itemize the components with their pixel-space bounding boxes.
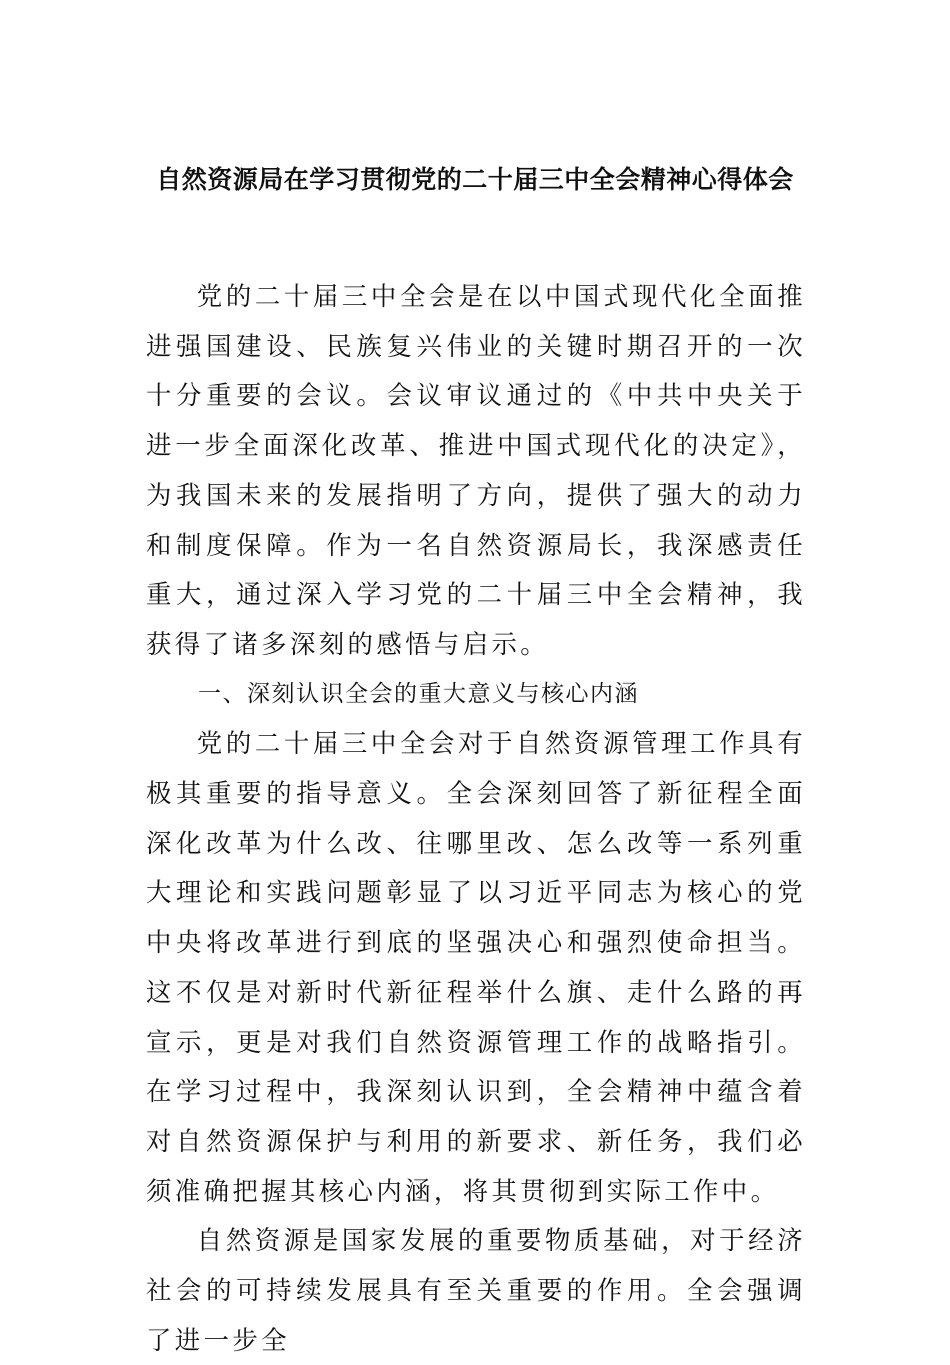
section-heading-1: 一、深刻认识全会的重大意义与核心内涵	[198, 680, 639, 707]
document-body	[146, 272, 806, 1365]
body-paragraph: 党的二十届三中全会对于自然资源管理工作具有极其重要的指导意义。全会深刻回答了新征程全面深化改革为什么改、往哪里改、怎么改等一系列重大理论和实践问题彰显了以习近平同志为核心的党中央将改革进行到底的坚强决心和强烈使命担当。这不仅是对新时代新征程举什么旗、走什么路的再宣示，更是对我们自然资源管理工作的战略指引。在学习过程中，我深刻认识到，全会精神中蕴含着对自然资源保护与利用的新要求、新任务，我们必须准确把握其核心内涵，将其贯彻到实际工作中。	[146, 728, 806, 1206]
body-paragraph: 自然资源是国家发展的重要物质基础，对于经济社会的可持续发展具有至关重要的作用。全会强调了进一步全	[146, 1225, 806, 1355]
intro-paragraph: 党的二十届三中全会是在以中国式现代化全面推进强国建设、民族复兴伟业的关键时期召开的一次十分重要的会议。会议审议通过的《中共中央关于进一步全面深化改革、推进中国式现代化的决定》，为我国未来的发展指明了方向，提供了强大的动力和制度保障。作为一名自然资源局长，我深感责任重大，通过深入学习党的二十届三中全会精神，我获得了诸多深刻的感悟与启示。	[146, 281, 806, 659]
document-title: 自然资源局在学习贯彻党的二十届三中全会精神心得体会	[156, 165, 794, 194]
